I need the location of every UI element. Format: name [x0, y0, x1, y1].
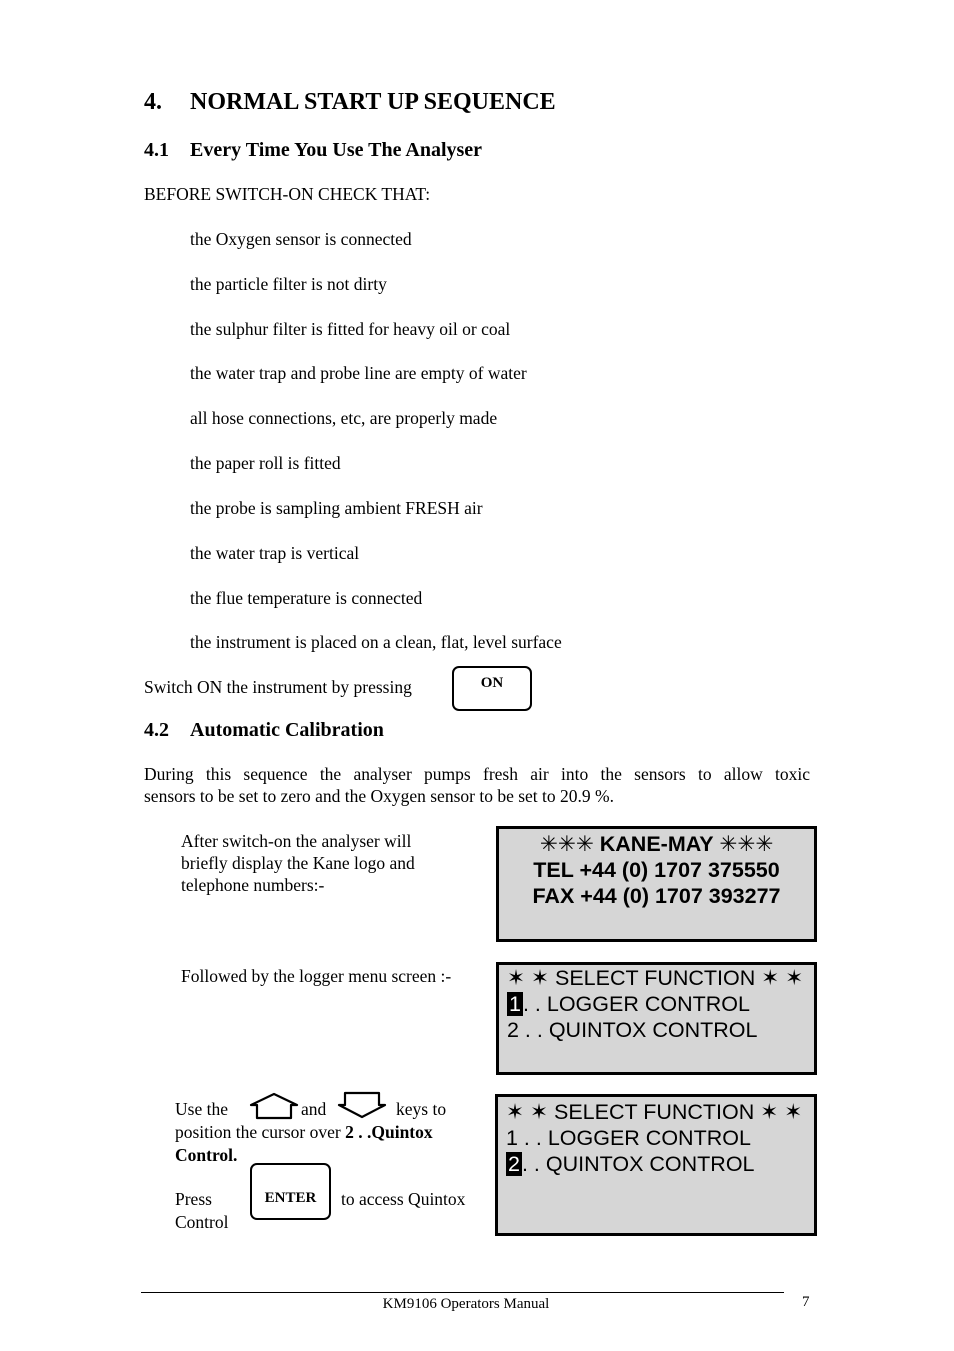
- step3-press: Press: [175, 1189, 212, 1209]
- enter-key: [250, 1163, 331, 1220]
- checklist-intro: BEFORE SWITCH-ON CHECK THAT:: [144, 184, 431, 204]
- step1-line: After switch-on the analyser will: [181, 831, 412, 851]
- step1-line: telephone numbers:-: [181, 875, 325, 895]
- lcd-cursor: 1: [509, 992, 521, 1016]
- section-4-2-number: 4.2: [144, 719, 169, 741]
- section-4-2-title: Automatic Calibration: [190, 719, 384, 741]
- lcd-menu-quintox-text: . . QUINTOX CONTROL: [521, 1152, 755, 1176]
- step3-position-text: position the cursor over: [175, 1122, 341, 1142]
- step2-text: Followed by the logger menu screen :-: [181, 966, 452, 986]
- lcd-screen-menu-1: [496, 962, 817, 1075]
- checklist-item: the particle filter is not dirty: [190, 274, 387, 294]
- step3-use-the: Use the: [175, 1099, 228, 1119]
- checklist-item: the instrument is placed on a clean, flat, level surface: [190, 632, 562, 652]
- checklist-item: the water trap and probe line are empty of water: [190, 363, 527, 383]
- lcd-menu-logger-line: [507, 991, 750, 1017]
- on-key: [452, 666, 532, 711]
- section-4-1-title: Every Time You Use The Analyser: [190, 139, 483, 161]
- checklist-item: the water trap is vertical: [190, 543, 360, 563]
- checklist-item: the sulphur filter is fitted for heavy oil or coal: [190, 319, 511, 339]
- lcd-menu-quintox-line: [506, 1151, 755, 1177]
- calibration-paragraph-line1: During this sequence the analyser pumps fresh air into the sensors to allow toxic: [144, 764, 810, 784]
- checklist-item: the probe is sampling ambient FRESH air: [190, 498, 483, 518]
- switch-on-text: Switch ON the instrument by pressing: [144, 677, 412, 697]
- lcd-screen-logo: [496, 826, 817, 942]
- checklist-item: the Oxygen sensor is connected: [190, 229, 412, 249]
- page-number: 7: [802, 1294, 810, 1310]
- on-key-label: ON: [480, 675, 504, 691]
- step3-control-word: Control.: [175, 1145, 238, 1165]
- step3-keys-to: keys to: [396, 1099, 447, 1119]
- lcd-brand-line: ✳✳✳ KANE-MAY ✳✳✳: [539, 832, 774, 856]
- lcd-menu-title: ✶ ✶ SELECT FUNCTION ✶ ✶: [507, 966, 804, 990]
- footer-manual-title: KM9106 Operators Manual: [382, 1296, 550, 1312]
- step3-control-line: [175, 1144, 237, 1166]
- section-4-1-number: 4.1: [144, 139, 169, 161]
- checklist-item: the flue temperature is connected: [190, 588, 423, 608]
- lcd-menu-logger-line: 1 . . LOGGER CONTROL: [506, 1126, 751, 1150]
- step3-control: Control: [175, 1212, 229, 1232]
- checklist-item: all hose connections, etc, are properly made: [190, 408, 498, 428]
- lcd-screen-menu-2: [495, 1094, 817, 1236]
- down-arrow-key-icon: [336, 1090, 388, 1120]
- checklist-item: the paper roll is fitted: [190, 453, 341, 473]
- step1-line: briefly display the Kane logo and: [181, 853, 415, 873]
- lcd-fax-line: FAX +44 (0) 1707 393277: [532, 884, 781, 908]
- step3-position-line: [175, 1121, 433, 1143]
- step1-text: [181, 830, 415, 896]
- lcd-tel-line: TEL +44 (0) 1707 375550: [533, 858, 780, 882]
- chapter-title: NORMAL START UP SEQUENCE: [190, 89, 556, 115]
- up-arrow-key-icon: [248, 1091, 300, 1121]
- lcd-menu-logger-text: . . LOGGER CONTROL: [522, 992, 750, 1016]
- step3-to-access: to access Quintox: [341, 1189, 466, 1209]
- chapter-number: 4.: [144, 89, 162, 115]
- lcd-menu-quintox-line: 2 . . QUINTOX CONTROL: [507, 1018, 758, 1042]
- footer-rule: [141, 1292, 784, 1293]
- step3-and: and: [301, 1099, 327, 1119]
- enter-key-label: ENTER: [264, 1190, 317, 1206]
- step3-quintox-option: 2 . .Quintox: [345, 1122, 433, 1142]
- lcd-cursor: 2: [508, 1152, 520, 1176]
- lcd-menu-title: ✶ ✶ SELECT FUNCTION ✶ ✶: [506, 1100, 803, 1124]
- calibration-paragraph-line2: sensors to be set to zero and the Oxygen sensor to be set to 20.9 %.: [144, 786, 614, 806]
